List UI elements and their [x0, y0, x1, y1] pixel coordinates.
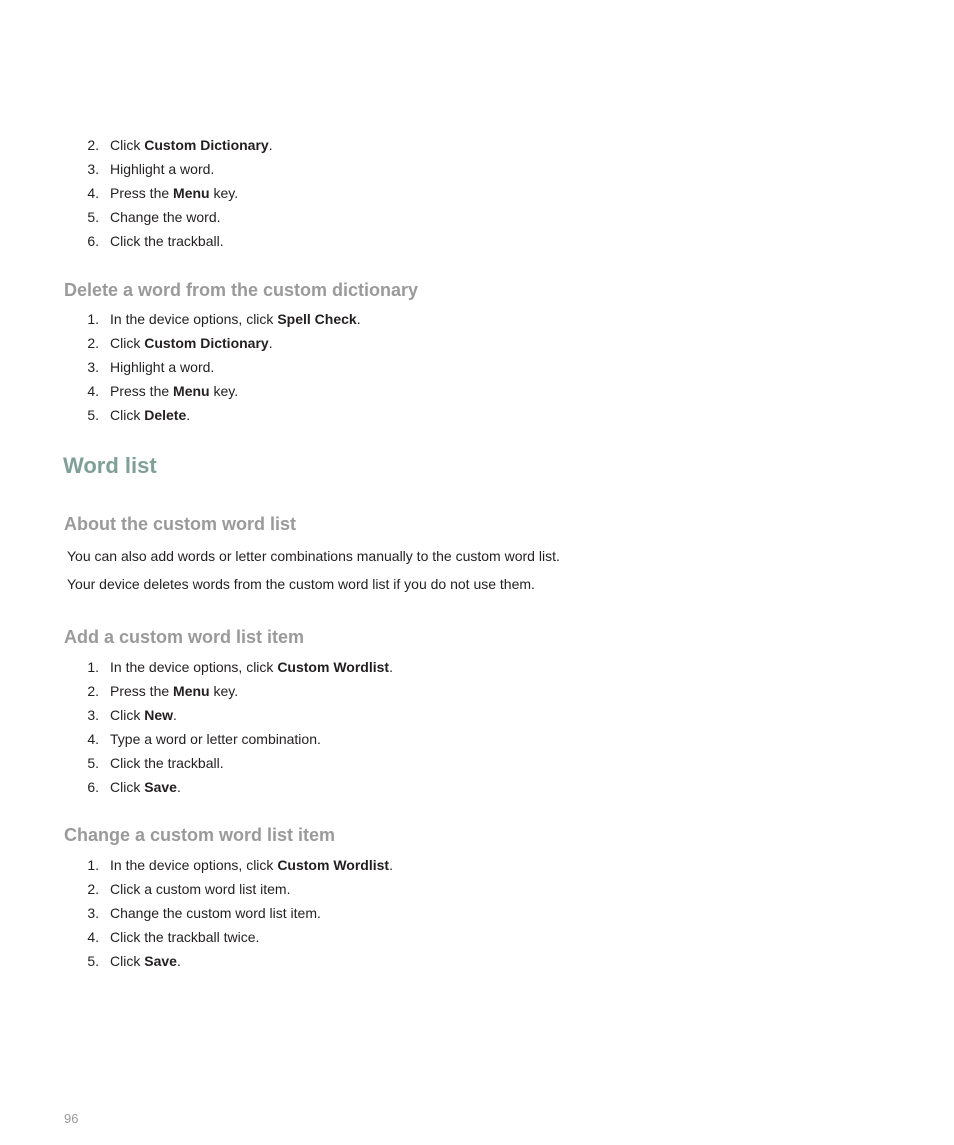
step-ui-term: Spell Check [277, 311, 357, 327]
step-text-end: . [356, 311, 361, 327]
step-text-end: . [389, 659, 393, 675]
step-text: Click [110, 707, 145, 723]
step-text: In the device options, click [110, 311, 278, 327]
list-item [64, 331, 361, 355]
list-item [64, 307, 361, 331]
step-number: 5. [87, 953, 99, 969]
step-number: 2. [87, 881, 99, 897]
list-item [64, 703, 393, 727]
add-item-steps-list [64, 655, 393, 799]
about-custom-word-list-heading: About the custom word list [64, 514, 296, 534]
step-number: 1. [87, 659, 99, 675]
step-number: 5. [87, 209, 99, 225]
step-text-end: . [176, 953, 181, 969]
step-text-end: . [186, 407, 191, 423]
step-text-end: key. [209, 383, 239, 399]
step-text: Click [110, 407, 145, 423]
list-item [64, 877, 393, 901]
step-text: Click [110, 137, 145, 153]
list-item [64, 157, 273, 181]
step-text-end: . [173, 707, 177, 723]
list-item [64, 853, 393, 877]
delete-word-heading: Delete a word from the custom dictionary [64, 280, 419, 300]
about-paragraph-2: Your device deletes words from the custom word list if you do not use them. [67, 576, 535, 592]
step-text: Press the [110, 683, 174, 699]
list-item [64, 751, 393, 775]
step-text: Click [110, 335, 145, 351]
step-number: 4. [87, 929, 99, 945]
step-number: 3. [87, 905, 99, 921]
step-text: Click a custom word list item. [110, 881, 291, 897]
list-item [64, 181, 273, 205]
list-item [64, 379, 361, 403]
about-paragraph-1: You can also add words or letter combinations manually to the custom word list. [67, 548, 560, 564]
change-item-steps-list [64, 853, 393, 973]
step-number: 1. [87, 857, 99, 873]
step-ui-term: Custom Dictionary [144, 137, 269, 153]
step-text: Change the custom word list item. [110, 905, 321, 921]
step-text: Change the word. [110, 209, 221, 225]
step-ui-term: Delete [144, 407, 187, 423]
list-item [64, 679, 393, 703]
list-item [64, 355, 361, 379]
step-ui-term: Save [144, 779, 177, 795]
step-number: 5. [87, 407, 99, 423]
step-text: Press the [110, 185, 174, 201]
list-item [64, 229, 273, 253]
step-number: 4. [87, 383, 99, 399]
list-item [64, 901, 393, 925]
delete-word-steps-list [64, 307, 361, 427]
step-number: 3. [87, 707, 99, 723]
step-number: 5. [87, 755, 99, 771]
step-number: 6. [87, 233, 99, 249]
step-ui-term: New [144, 707, 174, 723]
step-ui-term: Menu [173, 185, 210, 201]
list-item [64, 655, 393, 679]
list-item [64, 727, 393, 751]
step-text: Click the trackball. [110, 233, 224, 249]
step-number: 2. [87, 335, 99, 351]
list-item [64, 925, 393, 949]
step-text: Press the [110, 383, 174, 399]
step-number: 4. [87, 185, 99, 201]
list-item [64, 205, 273, 229]
step-number: 2. [87, 683, 99, 699]
step-text-end: key. [209, 185, 239, 201]
step-text: In the device options, click [110, 659, 278, 675]
step-text: Highlight a word. [110, 161, 215, 177]
list-item [64, 133, 273, 157]
step-text: Click [110, 779, 145, 795]
step-text: Click the trackball. [110, 755, 224, 771]
list-item [64, 949, 393, 973]
step-ui-term: Menu [173, 383, 210, 399]
step-text-end: . [268, 137, 273, 153]
step-ui-term: Menu [173, 683, 210, 699]
step-text: In the device options, click [110, 857, 278, 873]
step-text-end: . [268, 335, 273, 351]
step-number: 6. [87, 779, 99, 795]
step-text-end: . [176, 779, 181, 795]
word-list-section-title: Word list [63, 453, 157, 478]
list-item [64, 403, 361, 427]
step-ui-term: Custom Dictionary [144, 335, 269, 351]
step-text: Highlight a word. [110, 359, 215, 375]
step-text: Type a word or letter combination. [110, 731, 321, 747]
step-text-end: . [389, 857, 393, 873]
list-item [64, 775, 393, 799]
step-number: 2. [87, 137, 99, 153]
step-ui-term: Save [144, 953, 177, 969]
step-ui-term: Custom Wordlist [277, 857, 390, 873]
step-number: 3. [87, 161, 99, 177]
step-text: Click [110, 953, 145, 969]
step-ui-term: Custom Wordlist [277, 659, 390, 675]
add-item-heading: Add a custom word list item [64, 627, 305, 647]
continued-steps-list [64, 133, 273, 253]
change-item-heading: Change a custom word list item [64, 825, 336, 845]
step-number: 4. [87, 731, 99, 747]
step-number: 3. [87, 359, 99, 375]
step-text: Click the trackball twice. [110, 929, 260, 945]
page-number: 96 [64, 1111, 79, 1126]
step-text-end: key. [209, 683, 239, 699]
step-number: 1. [87, 311, 99, 327]
